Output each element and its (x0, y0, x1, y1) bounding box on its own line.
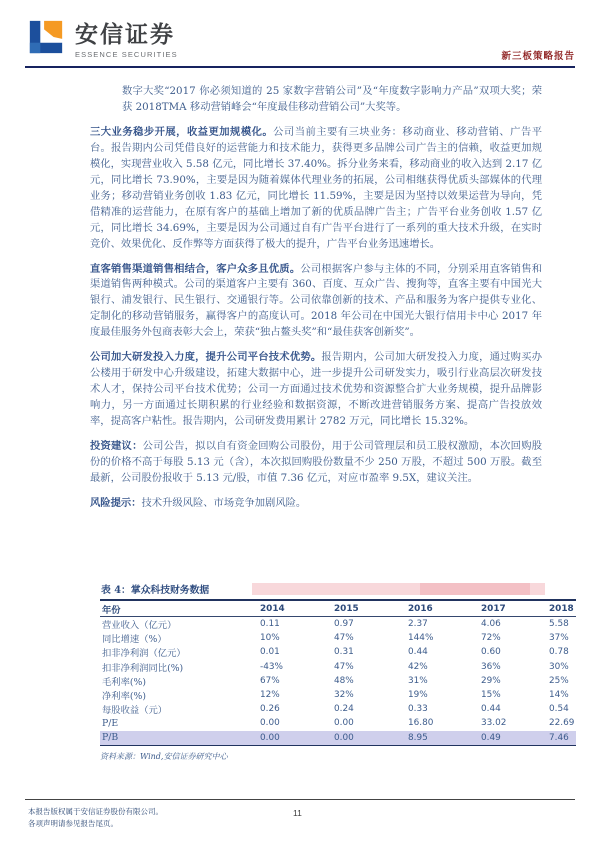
brand-name-en: ESSENCE SECURITIES (75, 50, 178, 59)
paragraph-sales-channels: 直客销售渠道销售相结合，客户众多且优质。公司根据客户参与主体的不同，分别采用直客销售和渠道销售两种模式。公司的渠道客户主要有 360、百度、互众广告、搜狗等，直客主要有中国光大银行、浦发银行、民生银行、交通银行等。公司依靠创新的技术、产品和服务为客户提供专业化、定制化的移动营销服务，赢得客户的高度认可。2018 年公司在中国光大银行信用卡中心 2017 年度最佳服务外包商表彰大会上，荣获“独占鳌头奖”和“最佳获客创新奖”。 (90, 262, 543, 339)
table-row-net-margin: 净利率(%) 12% 32% 19% 15% 14% (102, 690, 569, 703)
page-number: 11 (293, 808, 302, 818)
footer-divider (25, 799, 575, 800)
table-row-eps: 每股收益（元） 0.26 0.24 0.33 0.44 0.54 (102, 704, 569, 717)
page-header (27, 16, 575, 64)
essence-securities-logo-icon (27, 18, 65, 56)
table-row-revenue: 营业收入（亿元） 0.11 0.97 2.37 4.06 5.58 (102, 619, 569, 632)
financial-table-section (100, 582, 576, 762)
table-row-adjusted-net-profit-yoy: 扣非净利润同比(%) -43% 47% 42% 36% 30% (102, 661, 569, 674)
footer-disclaimer (28, 806, 163, 830)
brand-block (75, 16, 178, 59)
header-divider (25, 66, 575, 68)
footer-statement-line: 各项声明请参见报告尾页。 (28, 819, 118, 828)
report-body (90, 84, 542, 521)
table-row-yoy-growth: 同比增速（%） 10% 47% 144% 72% 37% (102, 633, 569, 646)
table-title: 表 4：掌众科技财务数据 (101, 585, 210, 596)
table-source-note: 资料来源：Wind,安信证券研究中心 (100, 751, 228, 761)
paragraph-investment-advice: 投资建议：公司公告，拟以自有资金回购公司股份，用于公司管理层和员工股权激励，本次回购股份的价格不高于每股 5.13 元（含），本次拟回购股份数量不少 250 万股，不超过 500 万股。截至最新，公司股份报收于 5.13 元/股，市值 7.36 亿元，对应市盈率 9.5X，建议关注。 (90, 440, 543, 484)
table-header-row: 年份 2014 2015 2016 2017 2018 (100, 601, 576, 617)
paragraph-three-businesses: 三大业务稳步开展，收益更加规模化。公司当前主要有三块业务：移动商业、移动营销、广告平台。报告期内公司凭借良好的运营能力和技术能力，获得更多品牌公司广告主的信赖，收益更加规模化，实现营业收入 5.58 亿元，同比增长 37.40%。拆分业务来看，移动商业的收入达到 2.17 亿元，同比增长 73.90%，主要是因为随着媒体代理业务的拓展，公司相继获得优质头部媒体的代理业务；移动营销业务创收 1.83 亿元，同比增长 11.59%，主要是因为坚持以效果运营为导向，凭借精准的运营能力，在原有客户的基础上增加了新的优质品牌广告主；广告平台业务创收 1.57 亿元，同比增长 34.69%，主要是因为公司通过自有广告平台进行了一系列的重大技术升级，在实时竞价、效果优化、反作弊等方面获得了极大的提升，广告平台业务迅速增长。 (90, 125, 543, 250)
table-row-gross-margin: 毛利率(%) 67% 48% 31% 29% 25% (102, 675, 569, 688)
report-type-label: 新三板策略报告 (501, 51, 575, 62)
table-row-pb: P/B 0.00 0.00 8.95 0.49 7.46 (100, 731, 576, 745)
paragraph-awards: 数字大奖“2017 你必须知道的 25 家数字营销公司”及“年度数字影响力产品”双项大奖；荣获 2018TMA 移动营销峰会“年度最佳移动营销公司”大奖等。 (122, 85, 542, 113)
financial-table (100, 599, 576, 746)
table-row-pe: P/E 0.00 0.00 16.80 33.02 22.69 (102, 717, 575, 729)
table-row-adjusted-net-profit: 扣非净利润（亿元） 0.01 0.31 0.44 0.60 0.78 (102, 647, 569, 660)
footer-copyright-line: 本报告版权属于安信证券股份有限公司。 (28, 807, 163, 816)
paragraph-risk-warning: 风险提示：技术升级风险、市场竞争加剧风险。 (90, 496, 307, 509)
brand-name-cn: 安信证券 (75, 22, 175, 48)
paragraph-rd-investment: 公司加大研发投入力度，提升公司平台技术优势。报告期内，公司加大研发投入力度，通过购买办公楼用于研发中心升级建设，拓建大数据中心，进一步提升公司研发实力，吸引行业高层次研发技术人才，保持公司平台技术优势；公司一方面通过技术优势和资源整合扩大业务规模，提升品牌影响力，另一方面通过长期积累的行业经验和数据资源，不断改进营销服务方案、提高广告投放效率，提高客户粘性。报告期内，公司研发费用累计 2782 万元，同比增长 15.32%。 (90, 351, 543, 428)
